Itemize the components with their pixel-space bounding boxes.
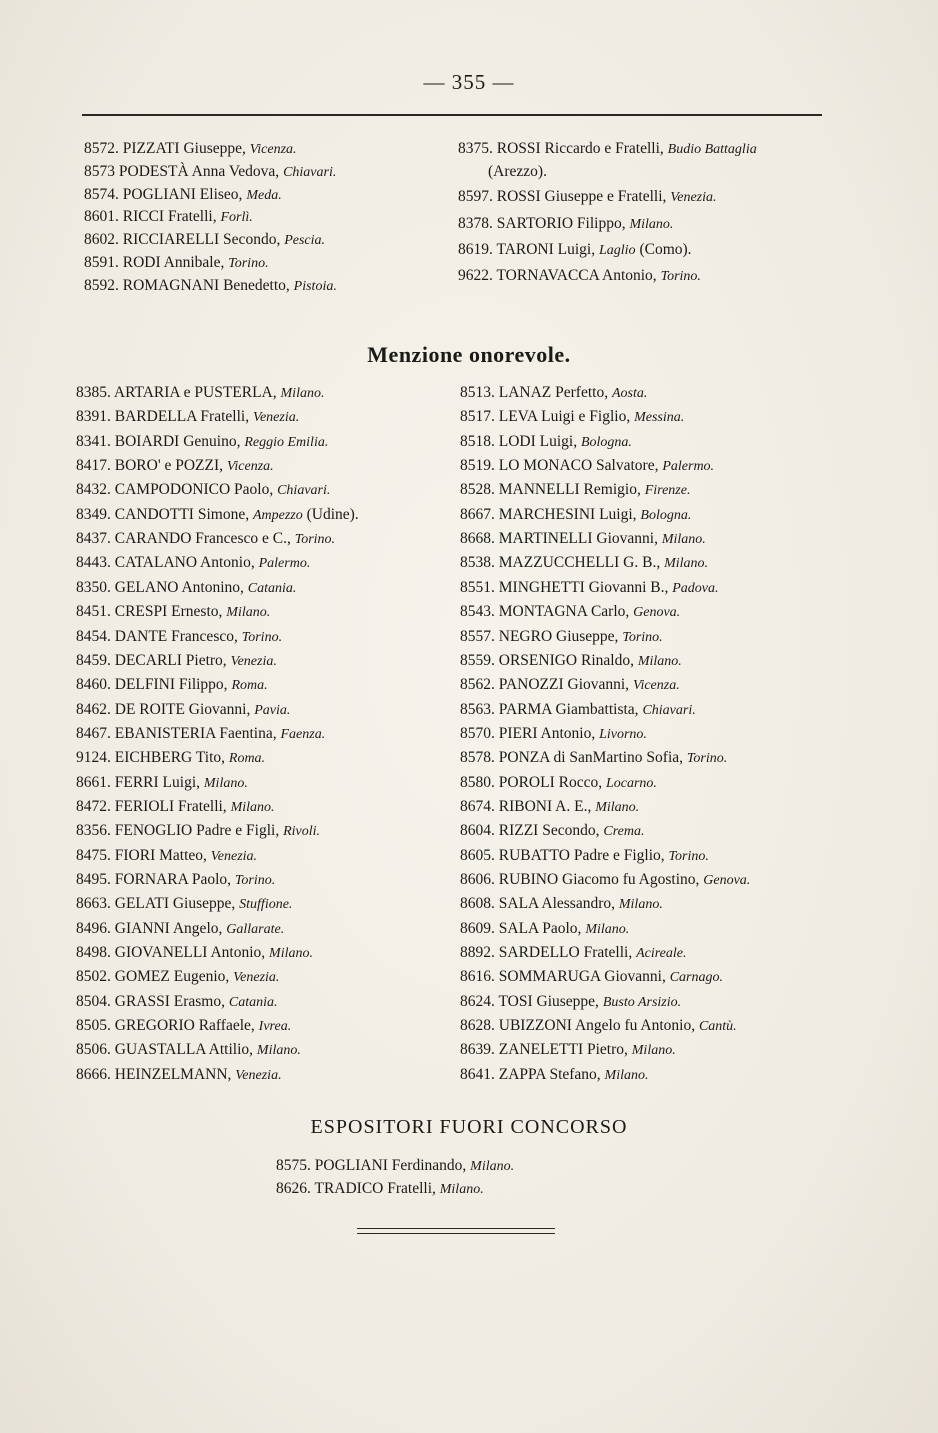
entry-place: Pescia.	[284, 233, 326, 249]
list-item	[458, 241, 692, 259]
entry-name: 8538. MAZZUCCHELLI G. B.,	[460, 554, 665, 572]
entry-place: Palermo.	[258, 556, 311, 572]
list-item	[460, 749, 727, 767]
list-item	[460, 920, 629, 938]
entry-place: Venezia.	[235, 1067, 282, 1083]
list-item	[460, 847, 709, 865]
entry-place: Ampezzo	[252, 507, 303, 523]
entry-place: Milano.	[585, 921, 630, 937]
entry-name: 8349. CANDOTTI Simone,	[76, 505, 253, 523]
list-item	[460, 1066, 649, 1084]
entry-name: 8417. BORO' e POZZI,	[76, 457, 227, 475]
entry-name: 8518. LODI Luigi,	[460, 432, 581, 450]
entry-place: Reggio Emilia.	[244, 434, 329, 450]
entry-name: 8496. GIANNI Angelo,	[76, 919, 227, 937]
entry-name: 8604. RIZZI Secondo,	[460, 822, 604, 840]
list-item	[460, 408, 684, 426]
entry-name: 8341. BOIARDI Genuino,	[76, 432, 245, 450]
entry-place: Torino.	[228, 256, 269, 271]
entry-place: Forlì.	[220, 210, 253, 226]
list-item	[460, 676, 680, 694]
entry-name: 8580. POROLI Rocco,	[460, 773, 606, 791]
list-item	[76, 871, 275, 889]
entry-place: Locarno.	[605, 775, 657, 791]
list-item	[460, 384, 647, 402]
entry-place: Torino.	[234, 873, 276, 888]
list-item	[76, 1041, 301, 1059]
list-item	[460, 1041, 676, 1059]
list-item	[460, 1017, 737, 1035]
list-item	[460, 652, 682, 670]
list-item	[76, 652, 277, 670]
entry-place: Padova.	[672, 580, 719, 596]
list-item	[460, 457, 714, 475]
list-item	[460, 554, 708, 572]
entry-name: 8467. EBANISTERIA Faentina,	[76, 724, 281, 742]
entry-place: Vicenza.	[226, 459, 274, 475]
list-item	[76, 701, 290, 719]
entry-name: 8504. GRASSI Erasmo,	[76, 992, 229, 1010]
entry-place: Bologna.	[640, 507, 692, 523]
entry-name: 8432. CAMPODONICO Paolo,	[76, 481, 278, 499]
entry-name: 8570. PIERI Antonio,	[460, 724, 600, 742]
entry-name: 8502. GOMEZ Eugenio,	[76, 968, 234, 986]
entry-place: Milano.	[618, 897, 663, 913]
list-item	[84, 140, 297, 158]
entry-place: Torino.	[241, 629, 283, 645]
entry-name: 8563. PARMA Giambattista,	[460, 700, 643, 718]
list-item	[76, 554, 310, 572]
entry-place: Milano.	[595, 799, 640, 815]
entry-place: Milano.	[269, 946, 313, 962]
list-item	[460, 822, 644, 840]
entry-place: Budio Battaglia	[667, 142, 757, 157]
entry-place: Milano.	[604, 1067, 649, 1083]
list-item	[458, 188, 717, 206]
entry-name: 8498. GIOVANELLI Antonio,	[76, 944, 270, 962]
entry-name: 8519. LO MONACO Salvatore,	[460, 457, 663, 475]
entry-place: Pistoia.	[293, 278, 337, 294]
entry-name: 8551. MINGHETTI Giovanni B.,	[460, 578, 673, 596]
entry-place: Gallarate.	[226, 921, 285, 937]
entry-name: 8513. LANAZ Perfetto,	[460, 384, 612, 401]
entry-name: 8459. DECARLI Pietro,	[76, 651, 231, 669]
entry-place: Roma.	[228, 751, 266, 767]
list-item	[84, 186, 282, 204]
list-item	[460, 433, 632, 451]
list-item	[460, 579, 719, 597]
entry-place: Meda.	[246, 187, 282, 203]
list-item	[76, 481, 330, 499]
list-item	[76, 944, 313, 962]
list-item	[460, 895, 663, 913]
entry-name: 8356. FENOGLIO Padre e Figli,	[76, 822, 284, 840]
entry-province: (Como).	[635, 240, 692, 258]
entry-place: Milano.	[256, 1043, 301, 1059]
entry-place: Torino.	[660, 269, 701, 284]
entry-name: 8578. PONZA di SanMartino Sofia,	[460, 749, 687, 767]
header-rule	[82, 114, 822, 116]
entry-name: 8663. GELATI Giuseppe,	[76, 895, 240, 913]
entry-place: Carnago.	[669, 970, 723, 986]
entry-name: 8517. LEVA Luigi e Figlio,	[460, 408, 635, 426]
footer-rule-1	[357, 1228, 555, 1229]
entry-place: Torino.	[686, 751, 728, 767]
list-item	[84, 277, 337, 295]
entry-place: Faenza.	[280, 726, 326, 742]
entry-name: 8451. CRESPI Ernesto,	[76, 603, 227, 621]
entry-place: Catania.	[228, 994, 278, 1010]
list-item	[76, 749, 265, 767]
entry-place: Roma.	[231, 678, 268, 694]
entry-province: (Udine).	[302, 505, 359, 523]
entry-place: Milano.	[280, 386, 325, 401]
list-item	[76, 847, 257, 865]
entry-place: Busto Arsizio.	[602, 994, 682, 1010]
entry-place: Chiavari.	[642, 702, 696, 718]
entry-name: 8624. TOSI Giuseppe,	[460, 992, 603, 1010]
list-item	[76, 822, 320, 840]
entry-name: 8557. NEGRO Giuseppe,	[460, 627, 623, 645]
entry-place: Milano.	[637, 653, 682, 669]
entry-place: Vicenza.	[249, 142, 297, 157]
entry-name: 8597. ROSSI Giuseppe e Fratelli,	[458, 188, 671, 206]
list-item	[76, 774, 248, 792]
entry-name: 8572. PIZZATI Giuseppe,	[84, 140, 250, 157]
entry-name: 8460. DELFINI Filippo,	[76, 676, 232, 694]
entry-name: 8495. FORNARA Paolo,	[76, 871, 235, 888]
list-item	[84, 231, 325, 249]
entry-name: 8375. ROSSI Riccardo e Fratelli,	[458, 140, 668, 157]
list-item	[76, 895, 292, 913]
entry-name: 8575. POGLIANI Ferdinando,	[276, 1157, 471, 1174]
list-item	[76, 1066, 282, 1084]
entry-place: Livorno.	[599, 726, 647, 742]
entry-name: 8892. SARDELLO Fratelli,	[460, 944, 637, 962]
list-item	[460, 628, 663, 646]
entry-place: Vicenza.	[632, 678, 680, 694]
entry-place: Stuffione.	[239, 897, 293, 913]
entry-name: 8454. DANTE Francesco,	[76, 627, 242, 645]
entry-place: Venezia.	[252, 410, 300, 426]
section-heading-fuori-concorso: ESPOSITORI FUORI CONCORSO	[310, 1116, 628, 1138]
entry-place: Genova.	[703, 873, 751, 888]
entry-name: 8602. RICCIARELLI Secondo,	[84, 231, 285, 249]
entry-place: Laglio	[598, 242, 636, 258]
entry-name: 8378. SARTORIO Filippo,	[458, 214, 630, 232]
entry-name: 8385. ARTARIA e PUSTERLA,	[76, 384, 281, 401]
list-item	[76, 628, 282, 646]
entry-name: 8574. POGLIANI Eliseo,	[84, 185, 247, 203]
list-item	[76, 725, 325, 743]
entry-name: 8668. MARTINELLI Giovanni,	[460, 530, 662, 548]
list-item	[76, 676, 268, 694]
entry-name: 8475. FIORI Matteo,	[76, 846, 211, 864]
entry-name: (Arezzo).	[488, 163, 547, 181]
entry-name: 8462. DE ROITE Giovanni,	[76, 700, 255, 718]
entry-place: Milano.	[631, 1043, 676, 1059]
entry-name: 8639. ZANELETTI Pietro,	[460, 1041, 632, 1059]
entry-name: 8505. GREGORIO Raffaele,	[76, 1017, 259, 1035]
entry-name: 8528. MANNELLI Remigio,	[460, 481, 645, 499]
entry-place: Palermo.	[662, 459, 715, 475]
page-number: — 355 —	[423, 70, 515, 94]
list-item	[460, 968, 723, 986]
entry-place: Milano.	[664, 556, 709, 572]
entry-name: 8666. HEINZELMANN,	[76, 1065, 236, 1083]
list-item	[84, 208, 253, 226]
list-item	[84, 254, 269, 272]
list-item	[84, 163, 336, 181]
list-item	[460, 774, 657, 792]
entry-name: 8608. SALA Alessandro,	[460, 895, 619, 913]
entry-name: 8628. UBIZZONI Angelo fu Antonio,	[460, 1017, 699, 1035]
entry-place: Pavia.	[254, 702, 291, 718]
entry-place: Rivoli.	[283, 824, 321, 840]
list-item	[458, 267, 701, 285]
list-item	[76, 579, 296, 597]
list-item	[460, 481, 690, 499]
entry-place: Crema.	[603, 824, 645, 840]
entry-name: 8559. ORSENIGO Rinaldo,	[460, 651, 638, 669]
entry-place: Venezia.	[210, 848, 258, 864]
entry-place: Firenze.	[644, 483, 691, 499]
entry-name: 8591. RODI Annibale,	[84, 254, 229, 271]
entry-name: 8437. CARANDO Francesco e C.,	[76, 530, 295, 548]
list-item	[460, 530, 706, 548]
list-item	[76, 384, 324, 402]
entry-place: Bologna.	[580, 434, 632, 450]
entry-name: 8391. BARDELLA Fratelli,	[76, 408, 253, 426]
list-item	[276, 1157, 514, 1175]
entry-name: 8626. TRADICO Fratelli,	[276, 1179, 440, 1197]
entry-place: Milano.	[203, 775, 248, 791]
entry-place: Chiavari.	[283, 164, 337, 180]
list-item	[460, 798, 639, 816]
entry-name: 8661. FERRI Luigi,	[76, 773, 204, 791]
entry-place: Acireale.	[636, 946, 687, 962]
entry-name: 8573 PODESTÀ Anna Vedova,	[84, 162, 284, 180]
entry-place: Catania.	[247, 580, 297, 596]
list-item	[76, 1017, 291, 1035]
list-item	[76, 506, 359, 524]
entry-name: 8606. RUBINO Giacomo fu Agostino,	[460, 871, 704, 888]
entry-place: Milano.	[226, 605, 271, 621]
entry-place: Genova.	[633, 605, 681, 621]
entry-place: Venezia.	[230, 653, 277, 669]
entry-place: Torino.	[294, 532, 336, 548]
list-item	[458, 140, 757, 158]
list-item	[460, 725, 647, 743]
list-item	[460, 701, 696, 719]
entry-name: 8616. SOMMARUGA Giovanni,	[460, 968, 670, 986]
entry-name: 8641. ZAPPA Stefano,	[460, 1065, 605, 1083]
entry-name: 8605. RUBATTO Padre e Figlio,	[460, 846, 669, 864]
list-item	[458, 215, 673, 233]
entry-place: Milano.	[629, 216, 674, 232]
list-item	[76, 603, 270, 621]
entry-place: Milano.	[230, 799, 275, 815]
list-item	[76, 433, 328, 451]
entry-place: Venezia.	[670, 190, 717, 206]
entry-name: 8619. TARONI Luigi,	[458, 240, 599, 258]
entry-name: 8601. RICCI Fratelli,	[84, 208, 221, 226]
entry-name: 8609. SALA Paolo,	[460, 919, 586, 937]
list-item	[76, 798, 275, 816]
entry-name: 8472. FERIOLI Fratelli,	[76, 797, 231, 815]
entry-name: 8543. MONTAGNA Carlo,	[460, 603, 634, 621]
entry-name: 8506. GUASTALLA Attilio,	[76, 1041, 257, 1059]
entry-name: 9124. EICHBERG Tito,	[76, 749, 229, 767]
entry-place: Venezia.	[233, 970, 280, 986]
entry-name: 8674. RIBONI A. E.,	[460, 797, 596, 815]
footer-rule-2	[357, 1233, 555, 1234]
entry-place: Milano.	[439, 1181, 484, 1197]
list-item	[460, 993, 681, 1011]
entry-place: Ivrea.	[258, 1019, 292, 1035]
entry-name: 8350. GELANO Antonino,	[76, 578, 248, 596]
entry-name: 8443. CATALANO Antonio,	[76, 554, 259, 572]
entry-place: Torino.	[668, 848, 709, 864]
entry-name: 8592. ROMAGNANI Benedetto,	[84, 276, 294, 294]
list-item	[76, 408, 299, 426]
section-heading-menzione: Menzione onorevole.	[367, 342, 571, 367]
entry-place: Milano.	[470, 1159, 515, 1174]
entry-place: Milano.	[661, 532, 706, 548]
entry-place: Messina.	[634, 410, 685, 426]
list-item	[460, 603, 680, 621]
list-item	[76, 457, 274, 475]
list-item	[488, 163, 547, 181]
list-item	[76, 993, 277, 1011]
entry-name: 9622. TORNAVACCA Antonio,	[458, 267, 661, 284]
list-item	[276, 1180, 484, 1198]
list-item	[76, 968, 279, 986]
entry-name: 8562. PANOZZI Giovanni,	[460, 676, 633, 694]
entry-name: 8667. MARCHESINI Luigi,	[460, 505, 641, 523]
list-item	[76, 920, 284, 938]
entry-place: Chiavari.	[277, 483, 331, 499]
entry-place: Torino.	[622, 629, 663, 645]
list-item	[76, 530, 335, 548]
list-item	[460, 944, 687, 962]
entry-place: Aosta.	[611, 386, 648, 401]
list-item	[460, 506, 691, 524]
list-item	[460, 871, 750, 889]
entry-place: Cantù.	[698, 1019, 737, 1035]
